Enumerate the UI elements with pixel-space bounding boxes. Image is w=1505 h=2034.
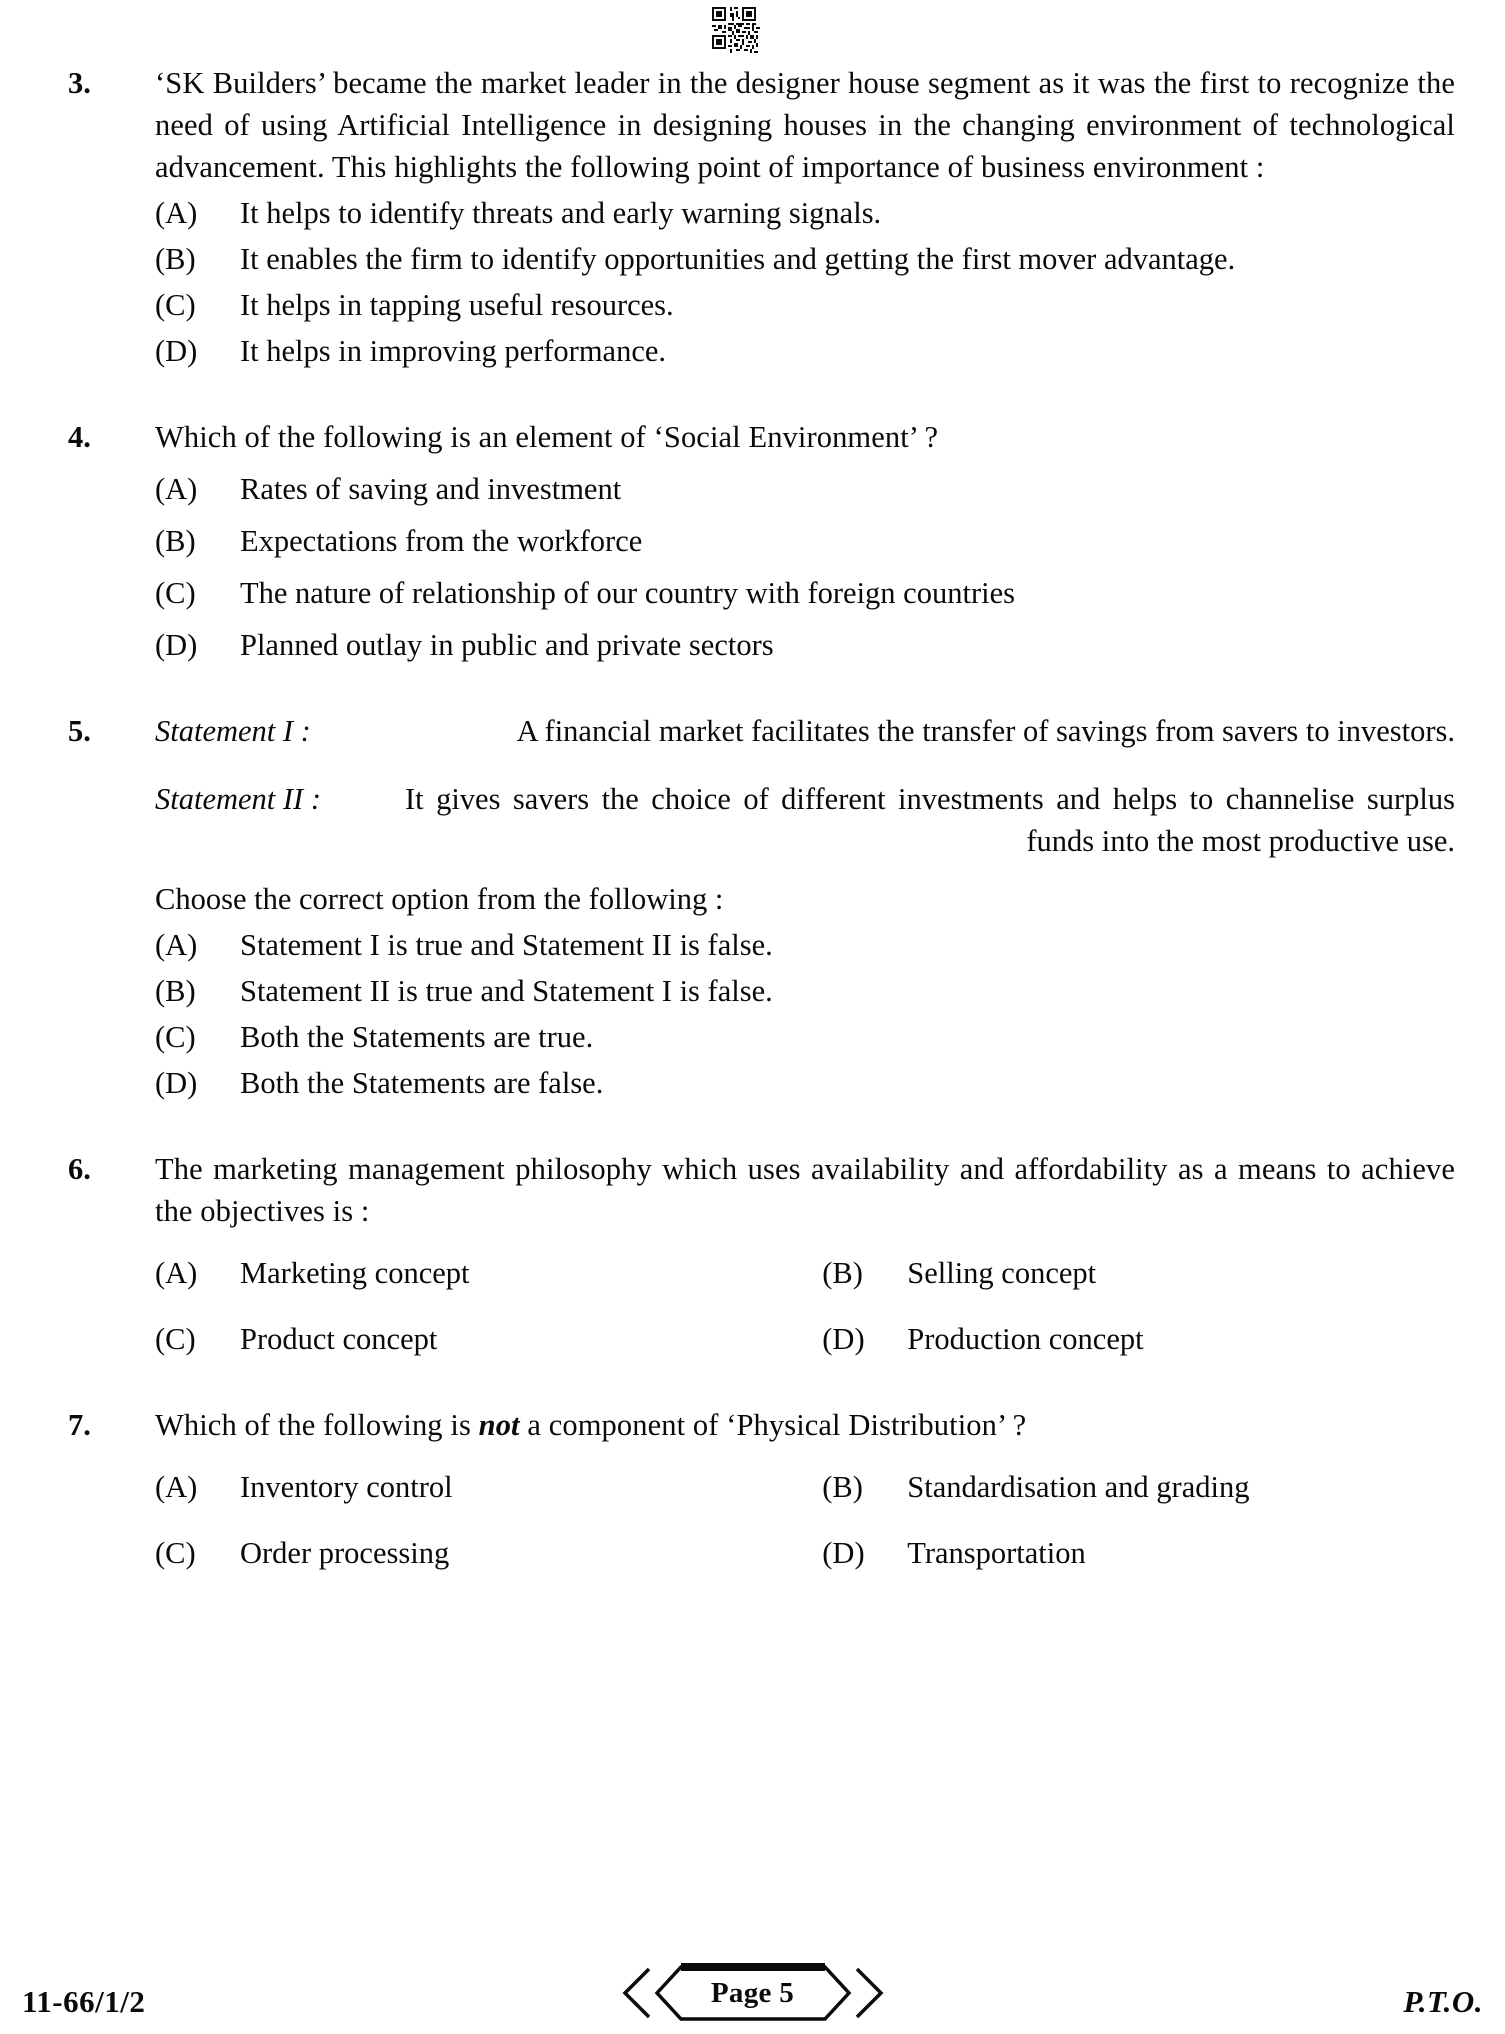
- question-number: 3.: [68, 66, 91, 100]
- option-row: [155, 1532, 1455, 1574]
- option-a[interactable]: [155, 468, 1455, 510]
- option-b[interactable]: [155, 520, 1455, 562]
- page-number-badge: [619, 1960, 887, 2026]
- option-label: (D): [822, 1322, 865, 1356]
- question-5: [50, 710, 1455, 1104]
- option-b[interactable]: [155, 238, 1455, 280]
- option-text: Order processing: [240, 1536, 450, 1570]
- option-a[interactable]: [155, 924, 1455, 966]
- question-text: Which of the following is an element of ‘Social Environment’ ?: [155, 420, 939, 454]
- option-b[interactable]: [822, 1466, 1455, 1508]
- option-a[interactable]: [155, 192, 1455, 234]
- option-label: (B): [155, 524, 196, 558]
- question-3: [50, 62, 1455, 372]
- options-list: [155, 468, 1455, 666]
- option-label: (A): [155, 196, 198, 230]
- option-label: (B): [822, 1470, 863, 1504]
- option-b[interactable]: [155, 970, 1455, 1012]
- option-d[interactable]: [155, 1062, 1455, 1104]
- option-c[interactable]: [155, 1016, 1455, 1058]
- option-text: Expectations from the workforce: [240, 524, 643, 558]
- question-emphasis: not: [478, 1408, 520, 1442]
- option-text: The nature of relationship of our country with foreign countries: [240, 576, 1015, 610]
- question-text: The marketing management philosophy which uses availability and affordability as a means to achieve the objectives is :: [155, 1152, 1455, 1228]
- statement-2: [155, 778, 1455, 862]
- options-list: [155, 1252, 1455, 1360]
- option-text: Selling concept: [907, 1256, 1097, 1290]
- pto-label: P.T.O.: [1403, 1984, 1483, 2019]
- option-c[interactable]: [155, 1318, 822, 1360]
- paper-code: 11-66/1/2: [22, 1984, 146, 2019]
- option-label: (D): [155, 628, 198, 662]
- option-text: Marketing concept: [240, 1256, 470, 1290]
- option-text: Statement I is true and Statement II is false.: [240, 928, 773, 962]
- option-text: It enables the firm to identify opportunities and getting the first mover advantage.: [240, 242, 1236, 276]
- page-number-text: Page 5: [710, 1976, 795, 2009]
- question-4: [50, 416, 1455, 666]
- question-text-part-1: Which of the following is: [155, 1408, 479, 1442]
- question-6: [50, 1148, 1455, 1360]
- option-c[interactable]: [155, 284, 1455, 326]
- qr-code-icon: [712, 7, 770, 53]
- option-label: (C): [155, 1536, 196, 1570]
- option-text: Product concept: [240, 1322, 438, 1356]
- option-text: Statement II is true and Statement I is false.: [240, 974, 773, 1008]
- option-label: (C): [155, 1322, 196, 1356]
- option-label: (B): [155, 974, 196, 1008]
- option-text: Rates of saving and investment: [240, 472, 622, 506]
- option-text: Inventory control: [240, 1470, 453, 1504]
- question-7: [50, 1404, 1455, 1574]
- option-text: It helps in improving performance.: [240, 334, 667, 368]
- question-text: [155, 1404, 1455, 1446]
- option-text: Both the Statements are true.: [240, 1020, 594, 1054]
- option-d[interactable]: [822, 1532, 1455, 1574]
- option-text: It helps to identify threats and early warning signals.: [240, 196, 882, 230]
- option-label: (C): [155, 288, 196, 322]
- option-label: (A): [155, 1256, 198, 1290]
- page-footer: [0, 1956, 1505, 2026]
- question-text-part-2: a component of ‘Physical Distribution’ ?: [519, 1408, 1027, 1442]
- options-list: [155, 192, 1455, 372]
- question-number: 7.: [68, 1408, 91, 1442]
- statement-1: [155, 710, 1455, 752]
- choose-instruction: Choose the correct option from the following :: [155, 882, 724, 916]
- option-label: (A): [155, 928, 198, 962]
- option-label: (B): [155, 242, 196, 276]
- question-number: 4.: [68, 420, 91, 454]
- option-c[interactable]: [155, 572, 1455, 614]
- option-row: [155, 1252, 1455, 1294]
- statement-1-label: Statement I :: [155, 714, 311, 748]
- option-c[interactable]: [155, 1532, 822, 1574]
- option-b[interactable]: [822, 1252, 1455, 1294]
- option-d[interactable]: [822, 1318, 1455, 1360]
- option-label: (A): [155, 472, 198, 506]
- option-label: (C): [155, 1020, 196, 1054]
- question-text: ‘SK Builders’ became the market leader in the designer house segment as it was the first to recognize the need of using Artificial Intelligence in designing houses in the changing environment of technological advancement. This highlights the following point of importance of business environment :: [155, 66, 1455, 184]
- option-label: (D): [155, 334, 198, 368]
- option-label: (B): [822, 1256, 863, 1290]
- option-text: Production concept: [907, 1322, 1144, 1356]
- option-text: Planned outlay in public and private sectors: [240, 628, 774, 662]
- option-a[interactable]: [155, 1252, 822, 1294]
- option-label: (A): [155, 1470, 198, 1504]
- statement-1-text: A financial market facilitates the transfer of savings from savers to investors.: [516, 714, 1455, 748]
- question-number: 6.: [68, 1152, 91, 1186]
- option-text: Standardisation and grading: [907, 1470, 1250, 1504]
- option-text: Transportation: [907, 1536, 1086, 1570]
- option-label: (D): [155, 1066, 198, 1100]
- option-text: It helps in tapping useful resources.: [240, 288, 674, 322]
- option-label: (D): [822, 1536, 865, 1570]
- question-number: 5.: [68, 714, 91, 748]
- option-row: [155, 1466, 1455, 1508]
- option-text: Both the Statements are false.: [240, 1066, 604, 1100]
- statement-2-text: It gives savers the choice of different investments and helps to channelise surplus funds into the most productive use.: [405, 782, 1455, 858]
- option-d[interactable]: [155, 330, 1455, 372]
- option-row: [155, 1318, 1455, 1360]
- option-d[interactable]: [155, 624, 1455, 666]
- option-a[interactable]: [155, 1466, 822, 1508]
- options-list: [155, 1466, 1455, 1574]
- statement-2-label: Statement II :: [155, 782, 321, 816]
- option-label: (C): [155, 576, 196, 610]
- options-list: [155, 924, 1455, 1104]
